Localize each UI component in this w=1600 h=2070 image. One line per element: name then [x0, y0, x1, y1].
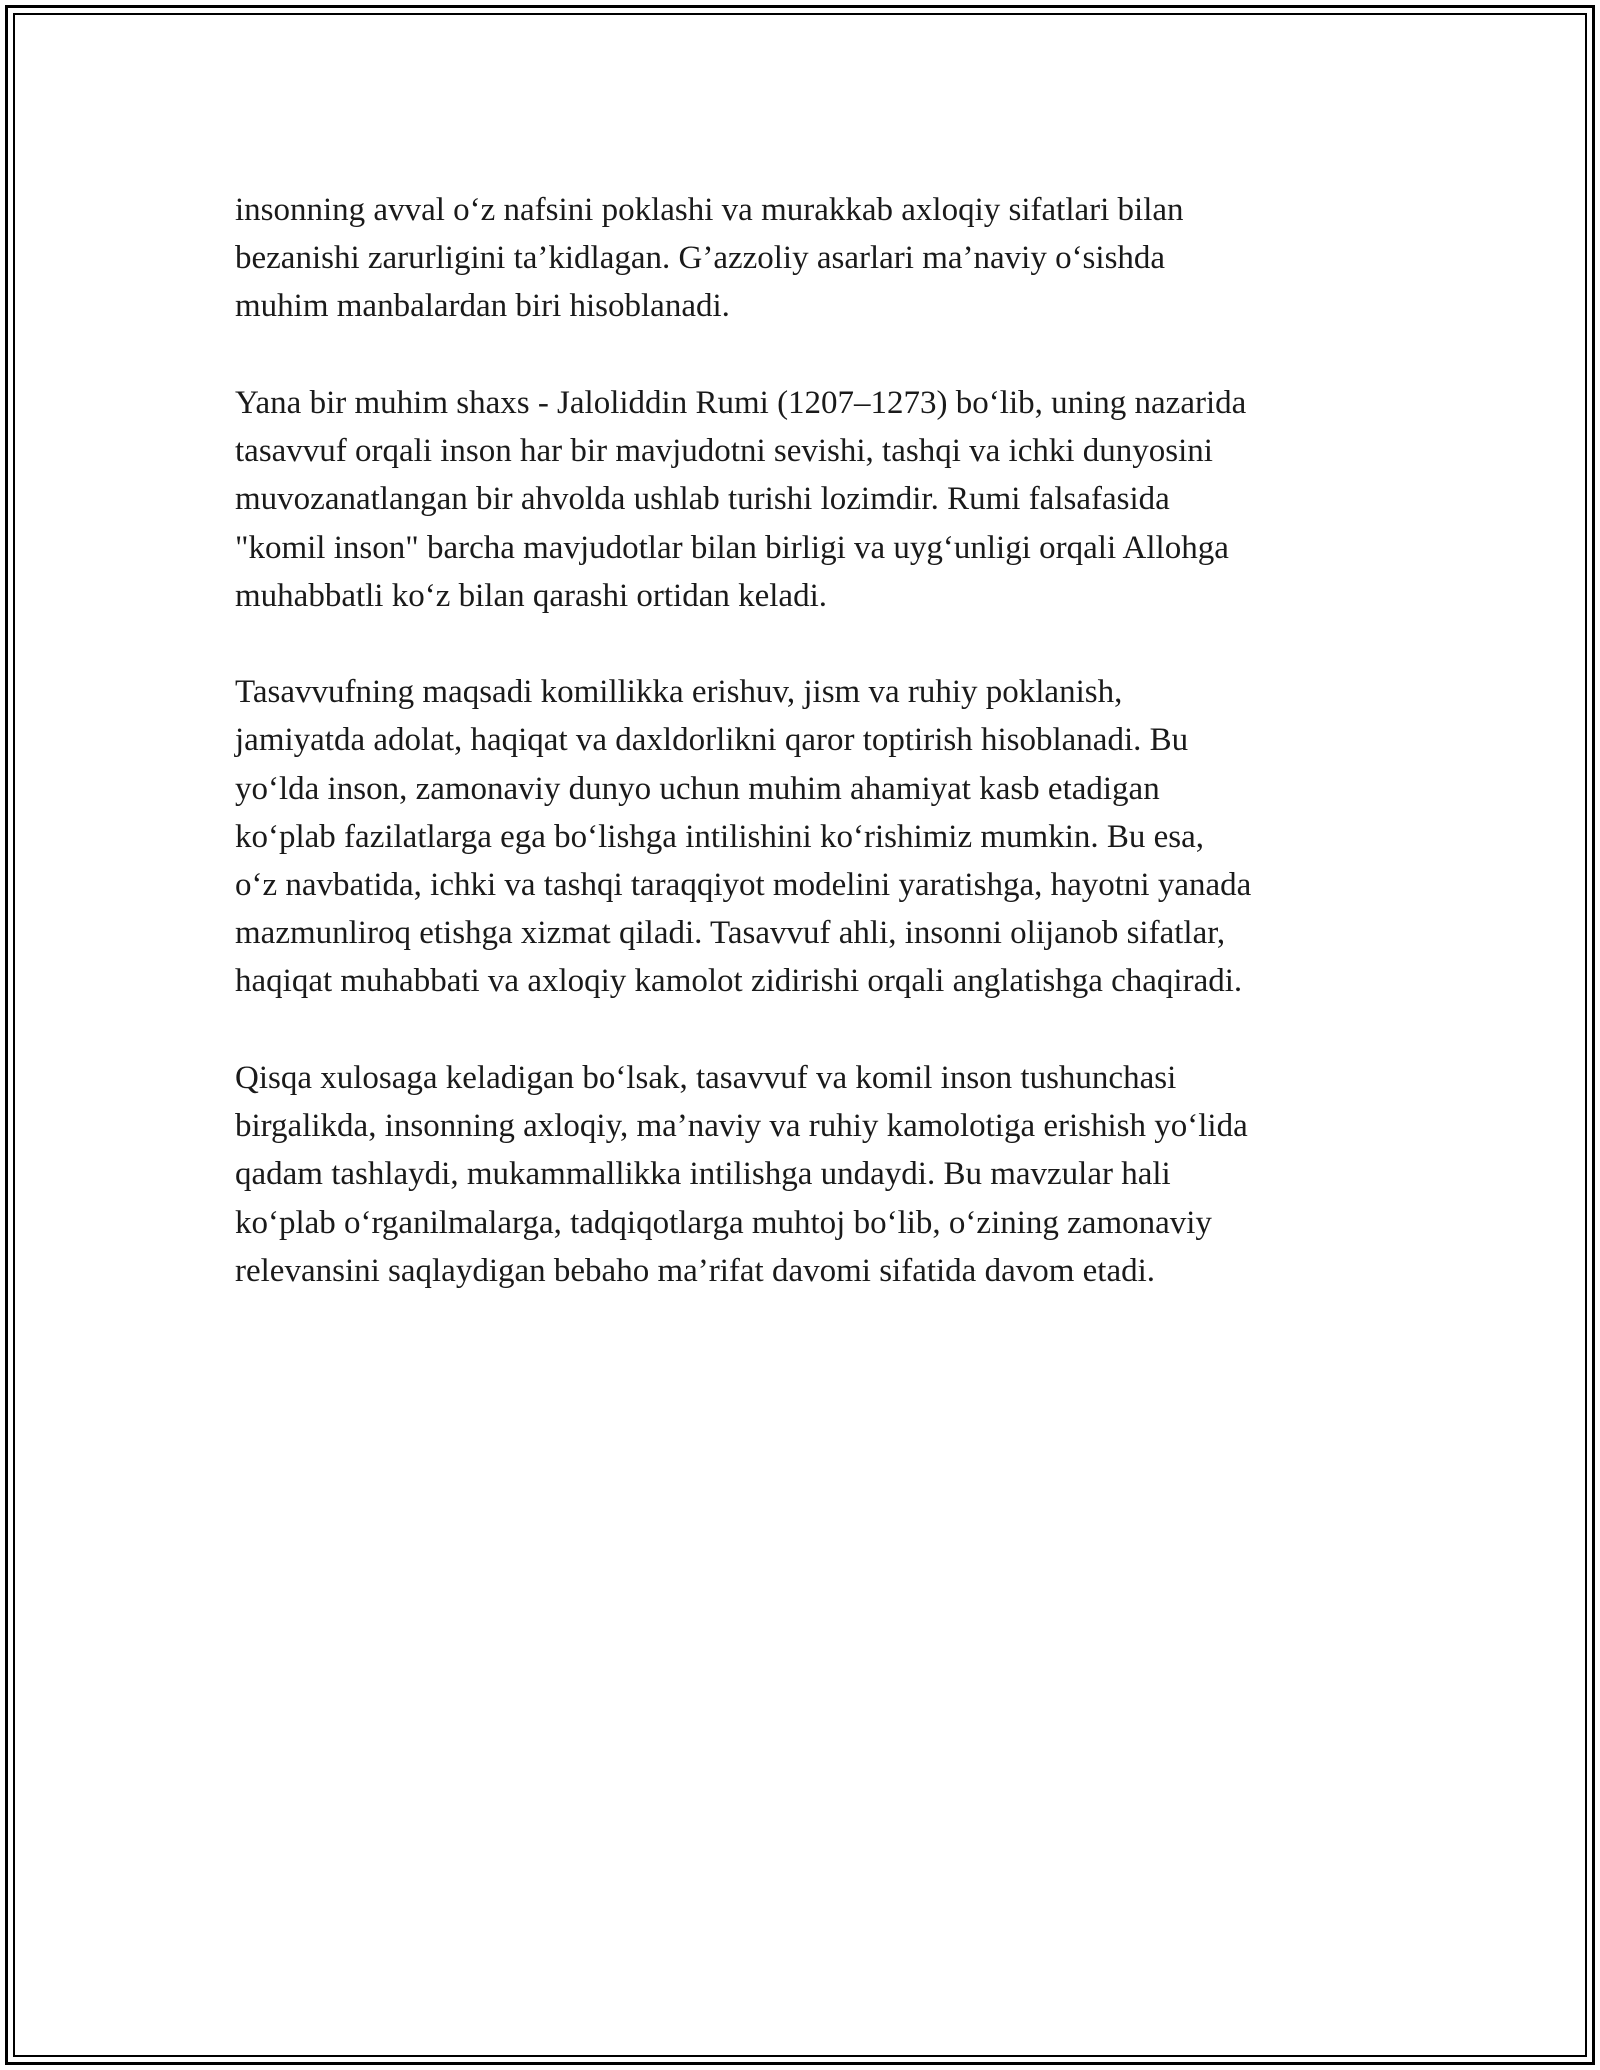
text-line: qadam tashlaydi, mukammallikka intilishga undaydi. Bu mavzular hali [235, 1156, 1171, 1193]
text-line: Tasavvufning maqsadi komillikka erishuv, jism va ruhiy poklanish, [235, 674, 1123, 711]
text-line: o‘z navbatida, ichki va tashqi taraqqiyot modelini yaratishga, hayotni yanada [235, 867, 1252, 904]
paragraph-3 [235, 668, 1375, 1005]
text-line: insonning avval o‘z nafsini poklashi va murakkab axloqiy sifatlari bilan [235, 192, 1184, 228]
text-line: muhabbatli ko‘z bilan qarashi ortidan keladi. [235, 577, 827, 614]
text-line: muvozanatlangan bir ahvolda ushlab turishi lozimdir. Rumi falsafasida [235, 481, 1170, 518]
text-line: mazmunliroq etishga xizmat qiladi. Tasavvuf ahli, insonni olijanob sifatlar, [235, 915, 1226, 952]
text-line: bezanishi zarurligini ta’kidlagan. G’azzoliy asarlari ma’naviy o‘sishda [235, 240, 1166, 277]
text-line: Yana bir muhim shaxs - Jaloliddin Rumi (1207–1273) bo‘lib, uning nazarida [235, 384, 1247, 421]
document-body [235, 186, 1375, 1343]
text-line: yo‘lda inson, zamonaviy dunyo uchun muhim ahamiyat kasb etadigan [235, 770, 1160, 807]
text-line: ko‘plab o‘rganilmalarga, tadqiqotlarga muhtoj bo‘lib, o‘zining zamonaviy [235, 1204, 1212, 1241]
paragraph-1 [235, 186, 1375, 331]
text-line: tasavvuf orqali inson har bir mavjudotni sevishi, tashqi va ichki dunyosini [235, 433, 1213, 470]
text-line: muhim manbalardan biri hisoblanadi. [235, 288, 730, 325]
paragraph-4 [235, 1054, 1375, 1295]
text-line: ko‘plab fazilatlarga ega bo‘lishga intilishini ko‘rishimiz mumkin. Bu esa, [235, 818, 1205, 855]
text-line: birgalikda, insonning axloqiy, ma’naviy va ruhiy kamolotiga erishish yo‘lida [235, 1108, 1248, 1145]
paragraph-2 [235, 379, 1375, 620]
text-line: "komil inson" barcha mavjudotlar bilan birligi va uyg‘unligi orqali Allohga [235, 529, 1229, 566]
text-line: Qisqa xulosaga keladigan bo‘lsak, tasavvuf va komil inson tushunchasi [235, 1059, 1177, 1096]
text-line: haqiqat muhabbati va axloqiy kamolot zidirishi orqali anglatishga chaqiradi. [235, 963, 1243, 1000]
text-line: relevansini saqlaydigan bebaho ma’rifat davomi sifatida davom etadi. [235, 1252, 1156, 1289]
text-line: jamiyatda adolat, haqiqat va daxldorlikni qaror toptirish hisoblanadi. Bu [235, 722, 1189, 759]
